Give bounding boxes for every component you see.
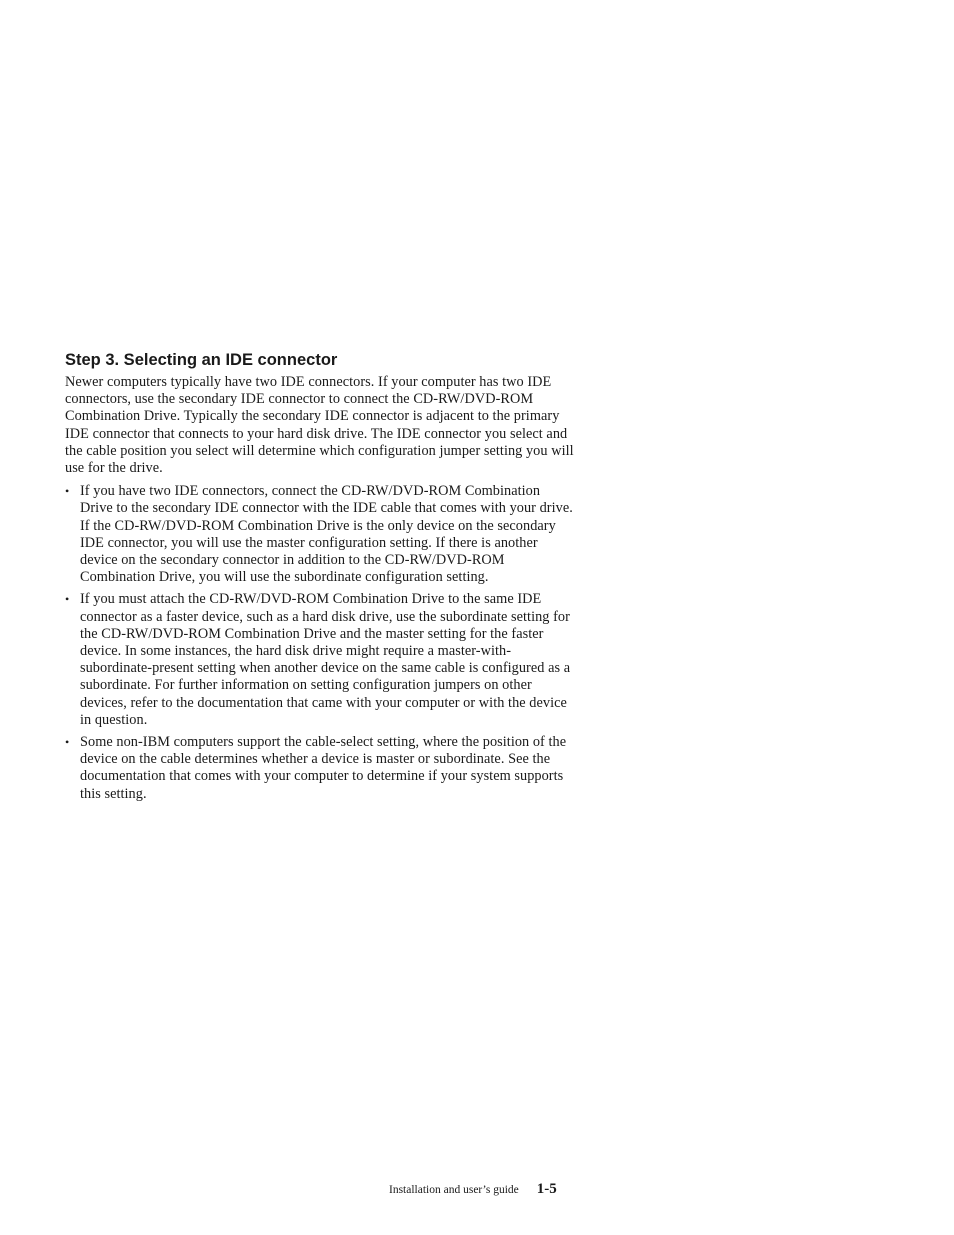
intro-paragraph: Newer computers typically have two IDE connectors. If your computer has two IDE connectors, use the secondary IDE connector to connect the CD-RW/DVD-ROM Combination Drive. Typically the secondary IDE connector is adjacent to the primary IDE connector that connects to your hard disk drive. The IDE connector you select and the cable position you select will determine which configuration jumper setting you will use for the drive.	[65, 374, 574, 477]
main-content	[65, 349, 575, 808]
page-footer	[389, 1180, 575, 1198]
list-item-text: Some non-IBM computers support the cable-select setting, where the position of the device on the cable determines whether a device is master or subordinate. See the documentation that comes with your computer to determine if your system supports this setting.	[80, 734, 567, 802]
page-number: 1-5	[536, 1181, 557, 1197]
bullet-mark: •	[65, 484, 70, 499]
bullet-list	[65, 483, 575, 803]
list-item	[65, 483, 575, 586]
bullet-mark: •	[65, 735, 70, 750]
footer-document-title: Installation and user’s guide	[389, 1184, 519, 1196]
list-item-text: If you have two IDE connectors, connect the CD-RW/DVD-ROM Combination Drive to the secondary IDE connector with the IDE cable that comes with your drive. If the CD-RW/DVD-ROM Combination Drive is the only device on the secondary IDE connector, you will use the master configuration setting. If there is another device on the secondary connector in addition to the CD-RW/DVD-ROM Combination Drive, you will use the subordinate configuration setting.	[80, 483, 573, 586]
list-item	[65, 591, 575, 729]
bullet-mark: •	[65, 592, 70, 607]
list-item-text: If you must attach the CD-RW/DVD-ROM Combination Drive to the same IDE connector as a faster device, such as a hard disk drive, use the subordinate setting for the CD-RW/DVD-ROM Combination Drive and the master setting for the faster device. In some instances, the hard disk drive might require a master-with-subordinate-present setting when another device on the same cable is configured as a subordinate. For further information on setting configuration jumpers on other devices, refer to the documentation that came with your computer or with the device in question.	[80, 591, 571, 728]
list-item	[65, 734, 575, 803]
section-heading: Step 3. Selecting an IDE connector	[65, 351, 338, 369]
